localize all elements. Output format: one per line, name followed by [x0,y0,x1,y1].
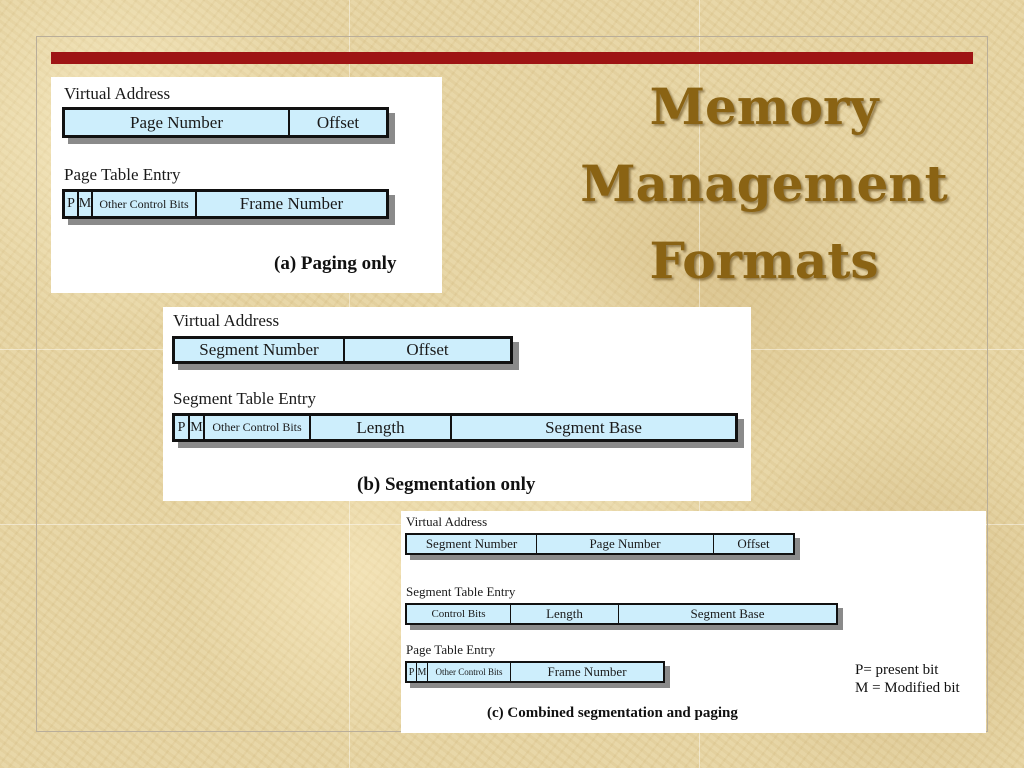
paging-only-caption: (a) Paging only [274,253,397,274]
page-table-entry-label: Page Table Entry [64,165,181,184]
virtual-address-label: Virtual Address [64,84,171,103]
page-number-field: Page Number [65,110,290,135]
modified-bit-field: M [79,192,93,216]
virtual-address-label: Virtual Address [406,514,488,529]
segmentation-only-panel [163,307,751,501]
offset-field: Offset [316,112,360,132]
combined-caption: (c) Combined segmentation and paging [487,705,738,721]
slide-title-line: Management [580,154,948,213]
present-bit-field: P [175,416,190,439]
segment-base-field: Segment Base [690,606,765,621]
paging-only-panel [51,77,442,293]
offset-field: Offset [406,340,449,359]
present-bit-legend: P= present bit [855,662,939,678]
segment-base-field: Segment Base [545,417,642,437]
combined-panel [401,511,986,733]
segment-table-entry-format [405,603,838,625]
slide-title-line: Memory [649,77,879,136]
length-field: Length [311,416,452,439]
page-table-entry-label: Page Table Entry [406,642,496,657]
page-table-entry-format [405,661,665,683]
modified-bit-field: M [417,663,428,681]
segmentation-only-caption: (b) Segmentation only [357,474,536,495]
title-accent-bar [51,52,973,64]
other-control-bits-field: Other Control Bits [93,192,197,216]
segment-number-field: Segment Number [407,535,537,553]
frame-number-field: Frame Number [239,194,344,213]
control-bits-field: Control Bits [407,605,511,623]
present-bit-field: P [65,192,79,216]
segment-table-entry-label: Segment Table Entry [173,389,316,408]
segment-table-entry-label: Segment Table Entry [406,584,516,599]
modified-bit-field: M [190,416,205,439]
slide-title-line: Formats [649,231,879,290]
page-table-entry-format [62,189,389,219]
modified-bit-legend: M = Modified bit [855,680,960,696]
present-bit-field: P [407,663,417,681]
length-field: Length [511,605,619,623]
offset-field: Offset [737,536,770,551]
other-control-bits-field: Other Control Bits [428,663,511,681]
virtual-address-format [62,107,389,138]
other-control-bits-field: Other Control Bits [205,416,311,439]
virtual-address-format [172,336,513,364]
virtual-address-label: Virtual Address [173,311,280,330]
segment-number-field: Segment Number [175,339,345,361]
frame-number-field: Frame Number [547,664,627,679]
page-number-field: Page Number [537,535,714,553]
slide-title [560,68,968,299]
segment-table-entry-format [172,413,738,442]
virtual-address-format [405,533,795,555]
